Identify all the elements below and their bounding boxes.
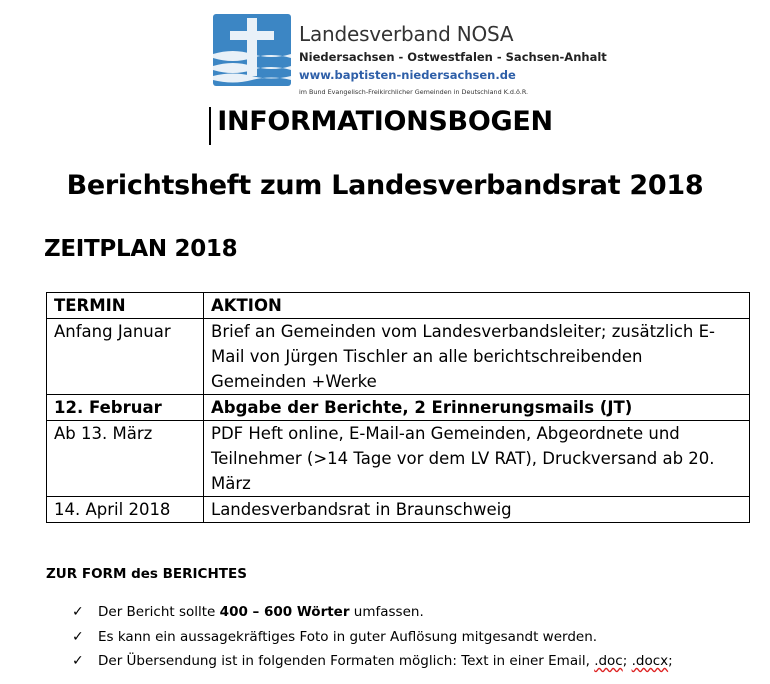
cell-termin: Ab 13. März [47, 421, 204, 497]
table-row [47, 395, 750, 421]
list-item [72, 600, 673, 625]
column-header-aktion: AKTION [204, 293, 750, 319]
item-text: ; [622, 653, 632, 669]
checkmark-icon: ✓ [72, 653, 84, 669]
item-text-doc: .doc [594, 653, 623, 669]
item-text: ; [668, 653, 673, 669]
item-text-bold: 400 – 600 Wörter [219, 604, 350, 620]
item-text: umfassen. [349, 604, 424, 620]
list-item [72, 649, 673, 674]
logo-bund-text: im Bund Evangelisch-Freikirchlicher Gemeinden in Deutschland K.d.ö.R. [299, 88, 529, 96]
cell-aktion: PDF Heft online, E-Mail-an Gemeinden, Abgeordnete und Teilnehmer (>14 Tage vor dem LV RAT), Druckversand ab 20. März [204, 421, 750, 497]
document-heading: INFORMATIONSBOGEN [217, 106, 553, 137]
cell-termin: 14. April 2018 [47, 497, 204, 523]
item-text: Der Bericht sollte [98, 604, 220, 620]
cell-termin: 12. Februar [47, 395, 204, 421]
section-heading-zeitplan: ZEITPLAN 2018 [44, 236, 238, 262]
logo-subtitle: Niedersachsen - Ostwestfalen - Sachsen-Anhalt [299, 50, 607, 64]
schedule-table [46, 292, 750, 523]
table-row [47, 421, 750, 497]
logo-url: www.baptisten-niedersachsen.de [299, 68, 516, 82]
logo-title: Landesverband NOSA [299, 22, 514, 46]
item-text-docx: .docx [631, 653, 669, 669]
section-heading-form: ZUR FORM des BERICHTES [46, 566, 247, 582]
table-row [47, 319, 750, 395]
item-text: Es kann ein aussagekräftiges Foto in guter Auflösung mitgesandt werden. [98, 628, 598, 645]
cell-aktion: Abgabe der Berichte, 2 Erinnerungsmails (JT) [204, 395, 750, 421]
cell-termin: Anfang Januar [47, 319, 204, 395]
checklist [72, 600, 673, 674]
checkmark-icon: ✓ [72, 628, 84, 645]
document-title: Berichtsheft zum Landesverbandsrat 2018 [66, 170, 704, 201]
table-row [47, 497, 750, 523]
cell-aktion: Landesverbandsrat in Braunschweig [204, 497, 750, 523]
cross-logo-icon [213, 14, 291, 86]
item-text: Der Übersendung ist in folgenden Formaten möglich: Text in einer Email, [98, 653, 595, 669]
cell-aktion: Brief an Gemeinden vom Landesverbandsleiter; zusätzlich E-Mail von Jürgen Tischler an alle berichtschreibenden Gemeinden +Werke [204, 319, 750, 395]
column-header-termin: TERMIN [47, 293, 204, 319]
checkmark-icon: ✓ [72, 604, 84, 620]
logo [213, 14, 607, 102]
table-header-row [47, 293, 750, 319]
list-item [72, 625, 673, 650]
